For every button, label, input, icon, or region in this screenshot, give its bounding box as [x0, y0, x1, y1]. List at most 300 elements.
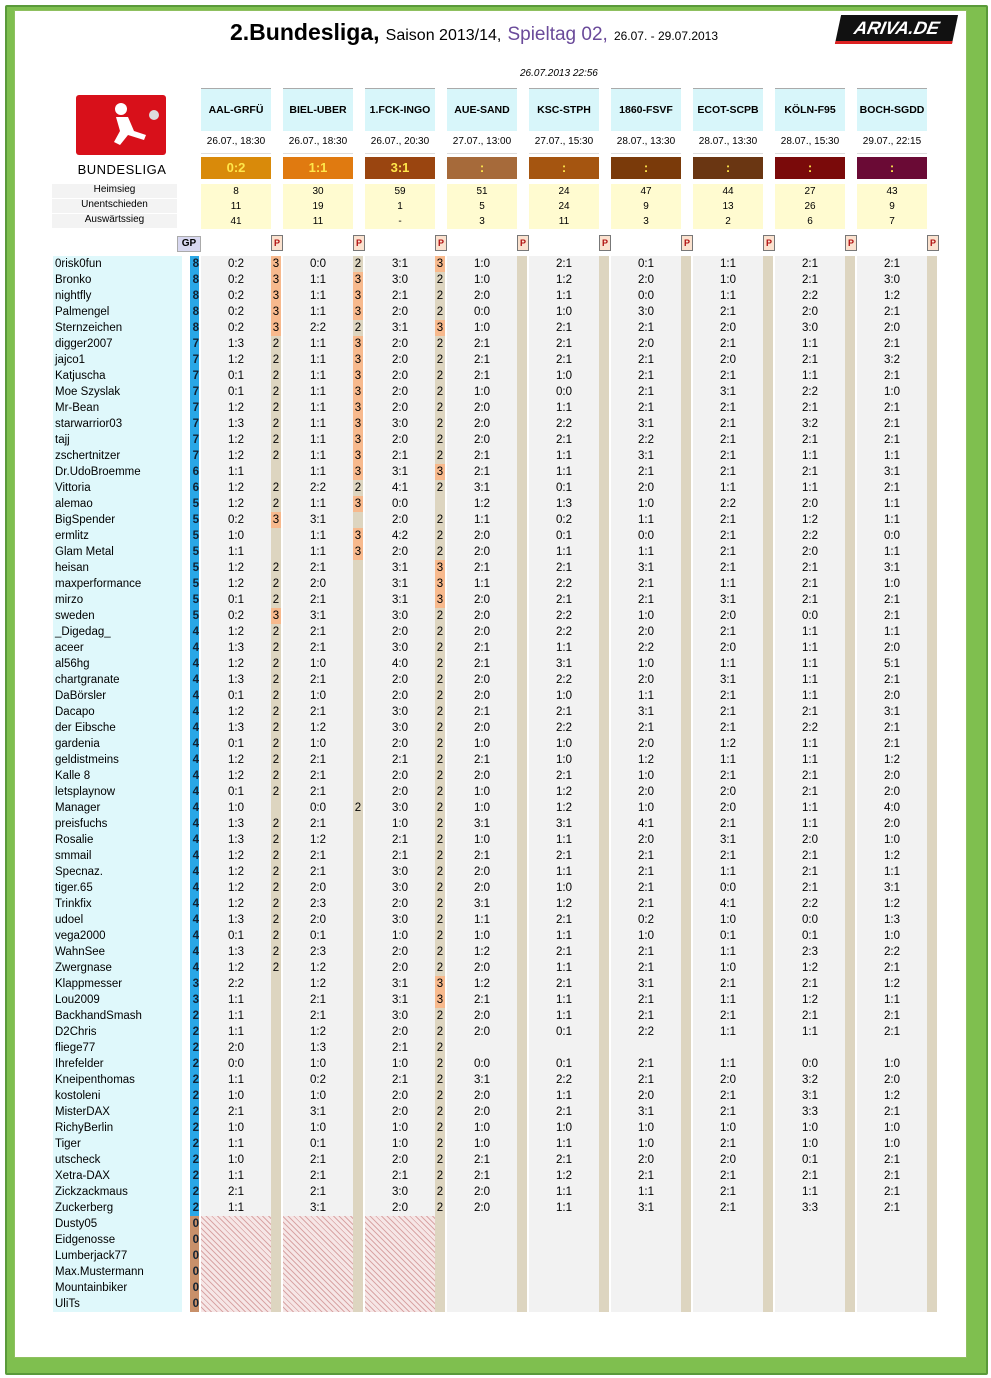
- tip-cell: 2:2: [802, 530, 818, 542]
- tip-cell: 0:2: [556, 514, 572, 526]
- points-cell: 2: [436, 866, 444, 878]
- points-cell: 2: [272, 402, 280, 414]
- tip-cell: 1:2: [228, 562, 244, 574]
- player-name[interactable]: Mr-Bean: [53, 400, 182, 416]
- table-row: [0, 480, 991, 496]
- player-name[interactable]: DaBörsler: [53, 688, 182, 704]
- tip-cell: 2:0: [638, 738, 654, 750]
- player-name[interactable]: alemao: [53, 496, 182, 512]
- player-name[interactable]: gardenia: [53, 736, 182, 752]
- player-name[interactable]: zschertnitzer: [53, 448, 182, 464]
- player-name[interactable]: mirzo: [53, 592, 182, 608]
- player-name[interactable]: nightfly: [53, 288, 182, 304]
- tip-cell: [857, 1264, 927, 1280]
- points-cell: 2: [436, 370, 444, 382]
- player-name[interactable]: Kalle 8: [53, 768, 182, 784]
- tip-cell: 2:1: [556, 978, 572, 990]
- tip-cell: [201, 1232, 271, 1248]
- stat-away: -: [365, 214, 435, 229]
- tip-cell: 2:1: [556, 594, 572, 606]
- player-gp: 0: [190, 1232, 199, 1248]
- player-gp: 4: [190, 736, 199, 752]
- table-row: [0, 688, 991, 704]
- player-name[interactable]: Glam Metal: [53, 544, 182, 560]
- player-name[interactable]: Zuckerberg: [53, 1200, 182, 1216]
- tip-cell: 2:1: [638, 322, 654, 334]
- match-result: :: [693, 157, 763, 179]
- table-row: [0, 1088, 991, 1104]
- match-name[interactable]: AAL-GRFÜ: [201, 88, 271, 131]
- points-cell: [353, 560, 363, 576]
- player-name[interactable]: Dr.UdoBroemme: [53, 464, 182, 480]
- table-row: [0, 624, 991, 640]
- player-name[interactable]: Lumberjack77: [53, 1248, 182, 1264]
- tip-cell: 2:1: [556, 946, 572, 958]
- tip-cell: 3:0: [802, 322, 818, 334]
- points-cell: [271, 1248, 281, 1264]
- player-name[interactable]: Tiger: [53, 1136, 182, 1152]
- tip-cell: 1:3: [228, 418, 244, 430]
- table-row: [0, 1264, 991, 1280]
- player-gp: 0: [190, 1216, 199, 1232]
- player-name[interactable]: Ihrefelder: [53, 1056, 182, 1072]
- match-name[interactable]: AUE-SAND: [447, 88, 517, 131]
- tip-cell: 1:1: [310, 306, 326, 318]
- tip-cell: 2:1: [802, 1010, 818, 1022]
- points-cell: [271, 1168, 281, 1184]
- player-name[interactable]: starwarrior03: [53, 416, 182, 432]
- stat-home: 8: [201, 184, 271, 199]
- tip-cell: 2:1: [228, 1186, 244, 1198]
- tip-cell: 1:2: [556, 1170, 572, 1182]
- points-header: P: [271, 235, 283, 251]
- stat-away: 2: [693, 214, 763, 229]
- player-gp: 2: [190, 1056, 199, 1072]
- tip-cell: 1:0: [228, 1154, 244, 1166]
- tip-cell: 1:2: [310, 978, 326, 990]
- tip-cell: 3:1: [720, 594, 736, 606]
- tip-cell: 1:0: [556, 690, 572, 702]
- player-name[interactable]: der Eibsche: [53, 720, 182, 736]
- tip-cell: 1:0: [638, 770, 654, 782]
- tip-cell: [611, 1232, 681, 1248]
- match-result: :: [447, 157, 517, 179]
- points-cell: [271, 1152, 281, 1168]
- player-gp: 6: [190, 464, 199, 480]
- points-cell: 2: [272, 738, 280, 750]
- tip-cell: 2:1: [556, 562, 572, 574]
- tip-cell: [283, 1232, 353, 1248]
- tip-cell: 2:0: [638, 626, 654, 638]
- player-gp: 5: [190, 528, 199, 544]
- points-cell: [353, 1072, 363, 1088]
- tip-cell: 1:2: [228, 658, 244, 670]
- tip-cell: 2:1: [310, 818, 326, 830]
- tip-cell: 3:1: [720, 674, 736, 686]
- points-cell: [353, 688, 363, 704]
- player-name[interactable]: BigSpender: [53, 512, 182, 528]
- tip-cell: 2:1: [310, 994, 326, 1006]
- season-label: Saison 2013/14,: [385, 27, 502, 44]
- points-cell: 3: [436, 594, 444, 606]
- tip-cell: [529, 1248, 599, 1264]
- tip-cell: 0:0: [720, 882, 736, 894]
- player-name[interactable]: Bronko: [53, 272, 182, 288]
- tip-cell: 0:0: [228, 1058, 244, 1070]
- player-name[interactable]: letsplaynow: [53, 784, 182, 800]
- match-name[interactable]: KSC-STPH: [529, 88, 599, 131]
- table-row: [0, 1296, 991, 1312]
- points-cell: [271, 1104, 281, 1120]
- tip-cell: 2:2: [802, 386, 818, 398]
- match-name[interactable]: 1.FCK-INGO: [365, 88, 435, 131]
- tip-cell: 2:1: [720, 450, 736, 462]
- points-cell: [353, 928, 363, 944]
- player-name[interactable]: heisan: [53, 560, 182, 576]
- tip-cell: 2:0: [392, 738, 408, 750]
- table-row: [0, 768, 991, 784]
- ariva-logo[interactable]: ARIVA.DE: [835, 15, 958, 44]
- points-cell: 2: [272, 882, 280, 894]
- player-name[interactable]: Kneipenthomas: [53, 1072, 182, 1088]
- tip-cell: 2:1: [310, 866, 326, 878]
- tip-cell: 2:0: [392, 1202, 408, 1214]
- tip-cell: 1:0: [310, 1122, 326, 1134]
- match-result: 3:1: [365, 157, 435, 179]
- tip-cell: [365, 1296, 435, 1312]
- player-name[interactable]: kostoleni: [53, 1088, 182, 1104]
- points-cell: 2: [436, 354, 444, 366]
- points-cell: 2: [272, 482, 280, 494]
- tip-cell: 1:1: [884, 994, 900, 1006]
- tip-cell: 0:1: [228, 738, 244, 750]
- player-name[interactable]: sweden: [53, 608, 182, 624]
- tip-cell: 2:1: [228, 1106, 244, 1118]
- tip-cell: 2:1: [802, 578, 818, 590]
- points-cell: 2: [436, 1042, 444, 1054]
- table-row: [0, 832, 991, 848]
- tip-cell: 2:1: [638, 386, 654, 398]
- player-name[interactable]: Zwergnase: [53, 960, 182, 976]
- tip-cell: 1:0: [392, 1058, 408, 1070]
- player-name[interactable]: Rosalie: [53, 832, 182, 848]
- tip-cell: 1:1: [310, 370, 326, 382]
- tip-cell: 2:0: [884, 690, 900, 702]
- tip-cell: 4:0: [392, 658, 408, 670]
- tip-cell: 1:0: [638, 1122, 654, 1134]
- player-name[interactable]: smmail: [53, 848, 182, 864]
- table-row: [0, 1216, 991, 1232]
- tip-cell: 2:0: [720, 1074, 736, 1086]
- tip-cell: 1:2: [228, 962, 244, 974]
- tip-cell: 3:1: [392, 578, 408, 590]
- points-cell: 3: [272, 514, 280, 526]
- tip-cell: 1:3: [884, 914, 900, 926]
- tip-cell: 2:1: [556, 914, 572, 926]
- tip-cell: 1:2: [884, 850, 900, 862]
- tip-cell: 1:1: [556, 1010, 572, 1022]
- player-name[interactable]: al56hg: [53, 656, 182, 672]
- tip-cell: 2:1: [802, 770, 818, 782]
- points-cell: 3: [354, 402, 362, 414]
- match-name[interactable]: KÖLN-F95: [775, 88, 845, 131]
- tip-cell: [611, 1248, 681, 1264]
- tip-cell: 1:0: [474, 834, 490, 846]
- tip-cell: 2:1: [720, 418, 736, 430]
- tip-cell: 2:1: [884, 1106, 900, 1118]
- tip-cell: 2:1: [720, 770, 736, 782]
- match-name[interactable]: BOCH-SGDD: [857, 88, 927, 131]
- player-name[interactable]: MisterDAX: [53, 1104, 182, 1120]
- tip-cell: 2:0: [474, 530, 490, 542]
- tip-cell: 2:1: [884, 434, 900, 446]
- tip-cell: 3:2: [802, 1074, 818, 1086]
- tip-cell: 0:1: [556, 530, 572, 542]
- player-name[interactable]: utscheck: [53, 1152, 182, 1168]
- stat-home: 59: [365, 184, 435, 199]
- tip-cell: [775, 1248, 845, 1264]
- tip-cell: 2:0: [720, 786, 736, 798]
- tip-cell: 1:1: [556, 1090, 572, 1102]
- points-cell: 3: [272, 258, 280, 270]
- player-name[interactable]: geldistmeins: [53, 752, 182, 768]
- points-cell: [271, 1264, 281, 1280]
- match-date: 28.07., 13:30: [693, 131, 763, 154]
- tip-cell: 2:0: [392, 306, 408, 318]
- player-name[interactable]: Dacapo: [53, 704, 182, 720]
- match-name[interactable]: 1860-FSVF: [611, 88, 681, 131]
- points-header: P: [927, 235, 939, 251]
- match-name[interactable]: BIEL-UBER: [283, 88, 353, 131]
- tip-cell: 1:1: [310, 466, 326, 478]
- tip-cell: 1:1: [556, 546, 572, 558]
- player-name[interactable]: tajj: [53, 432, 182, 448]
- player-gp: 4: [190, 912, 199, 928]
- tip-cell: 2:0: [474, 434, 490, 446]
- tip-cell: 2:1: [884, 674, 900, 686]
- points-cell: [271, 1232, 281, 1248]
- player-name[interactable]: Manager: [53, 800, 182, 816]
- player-name[interactable]: Sternzeichen: [53, 320, 182, 336]
- tip-cell: 2:1: [556, 258, 572, 270]
- tip-cell: 2:1: [884, 738, 900, 750]
- player-name[interactable]: Xetra-DAX: [53, 1168, 182, 1184]
- tip-cell: 2:0: [392, 674, 408, 686]
- player-name[interactable]: 0risk0fun: [53, 256, 182, 272]
- tip-cell: 2:2: [802, 290, 818, 302]
- table-row: [0, 1168, 991, 1184]
- tip-cell: 1:1: [720, 946, 736, 958]
- player-name[interactable]: Moe Szyslak: [53, 384, 182, 400]
- player-name[interactable]: Klappmesser: [53, 976, 182, 992]
- player-name[interactable]: Katjuscha: [53, 368, 182, 384]
- tip-cell: 1:2: [228, 498, 244, 510]
- player-name[interactable]: preisfuchs: [53, 816, 182, 832]
- points-cell: 2: [436, 930, 444, 942]
- tip-cell: 1:0: [228, 802, 244, 814]
- player-name[interactable]: chartgranate: [53, 672, 182, 688]
- player-name[interactable]: Lou2009: [53, 992, 182, 1008]
- tip-cell: 2:1: [638, 370, 654, 382]
- tip-cell: [775, 1040, 845, 1056]
- tip-cell: 2:1: [720, 338, 736, 350]
- tip-cell: 1:0: [884, 1138, 900, 1150]
- points-cell: 2: [272, 914, 280, 926]
- player-gp: 4: [190, 624, 199, 640]
- tip-cell: 2:3: [802, 946, 818, 958]
- player-name[interactable]: _Digedag_: [53, 624, 182, 640]
- player-name[interactable]: UliTs: [53, 1296, 182, 1312]
- points-cell: [353, 832, 363, 848]
- tip-cell: 3:3: [802, 1106, 818, 1118]
- tip-cell: [283, 1296, 353, 1312]
- points-cell: 2: [436, 1138, 444, 1150]
- table-row: [0, 400, 991, 416]
- tip-cell: 1:1: [556, 1186, 572, 1198]
- tip-cell: 0:1: [802, 930, 818, 942]
- player-name[interactable]: Eidgenosse: [53, 1232, 182, 1248]
- points-cell: [353, 880, 363, 896]
- points-cell: 3: [272, 322, 280, 334]
- player-name[interactable]: RichyBerlin: [53, 1120, 182, 1136]
- tip-cell: 0:2: [228, 290, 244, 302]
- tip-cell: 1:0: [474, 322, 490, 334]
- tip-cell: 2:0: [392, 1090, 408, 1102]
- player-name[interactable]: Vittoria: [53, 480, 182, 496]
- tip-cell: 1:0: [310, 690, 326, 702]
- player-name[interactable]: Trinkfix: [53, 896, 182, 912]
- tip-cell: 2:1: [638, 722, 654, 734]
- player-name[interactable]: tiger.65: [53, 880, 182, 896]
- tip-cell: 1:0: [556, 882, 572, 894]
- player-name[interactable]: Mountainbiker: [53, 1280, 182, 1296]
- player-gp: 4: [190, 816, 199, 832]
- tip-cell: 1:1: [720, 290, 736, 302]
- match-date: 28.07., 13:30: [611, 131, 681, 154]
- tip-cell: 1:1: [228, 994, 244, 1006]
- tip-cell: 0:0: [474, 1058, 490, 1070]
- tip-cell: 0:0: [310, 258, 326, 270]
- player-name[interactable]: Zickzackmaus: [53, 1184, 182, 1200]
- player-name[interactable]: D2Chris: [53, 1024, 182, 1040]
- table-row: [0, 512, 991, 528]
- tip-cell: [447, 1216, 517, 1232]
- player-name[interactable]: aceer: [53, 640, 182, 656]
- player-name[interactable]: maxperformance: [53, 576, 182, 592]
- player-name[interactable]: digger2007: [53, 336, 182, 352]
- player-name[interactable]: Dusty05: [53, 1216, 182, 1232]
- points-cell: 2: [272, 706, 280, 718]
- tip-cell: 2:1: [720, 818, 736, 830]
- table-row: [0, 1056, 991, 1072]
- tip-cell: 0:2: [228, 514, 244, 526]
- points-cell: [353, 944, 363, 960]
- tip-cell: 2:2: [228, 978, 244, 990]
- tip-cell: 0:1: [228, 594, 244, 606]
- tip-cell: [857, 1216, 927, 1232]
- table-row: [0, 1008, 991, 1024]
- match-date: 26.07., 20:30: [365, 131, 435, 154]
- date-range: 26.07. - 29.07.2013: [613, 29, 719, 43]
- points-cell: [353, 976, 363, 992]
- points-cell: 2: [436, 450, 444, 462]
- stat-away: 3: [447, 214, 517, 229]
- tip-cell: 3:1: [638, 978, 654, 990]
- player-name[interactable]: udoel: [53, 912, 182, 928]
- tip-cell: 1:3: [228, 914, 244, 926]
- tip-cell: [693, 1216, 763, 1232]
- table-row: [0, 704, 991, 720]
- player-name[interactable]: Palmengel: [53, 304, 182, 320]
- points-cell: 2: [272, 834, 280, 846]
- tip-cell: 3:1: [638, 562, 654, 574]
- tip-cell: 1:3: [556, 498, 572, 510]
- player-name[interactable]: jajco1: [53, 352, 182, 368]
- points-cell: 2: [436, 834, 444, 846]
- tip-cell: 2:1: [310, 786, 326, 798]
- points-cell: 2: [436, 338, 444, 350]
- tip-cell: 2:1: [474, 370, 490, 382]
- tip-cell: 2:1: [474, 450, 490, 462]
- points-cell: [271, 1296, 281, 1312]
- match-name[interactable]: ECOT-SCPB: [693, 88, 763, 131]
- tip-cell: 3:1: [638, 450, 654, 462]
- tip-cell: 2:2: [884, 946, 900, 958]
- player-name[interactable]: BackhandSmash: [53, 1008, 182, 1024]
- tip-cell: 1:0: [474, 1122, 490, 1134]
- tip-cell: 2:0: [392, 946, 408, 958]
- table-row: [0, 720, 991, 736]
- tip-cell: 0:1: [228, 386, 244, 398]
- player-name[interactable]: vega2000: [53, 928, 182, 944]
- player-name[interactable]: WahnSee: [53, 944, 182, 960]
- tip-cell: 3:1: [638, 1202, 654, 1214]
- points-cell: [353, 1216, 363, 1232]
- player-gp: 7: [190, 416, 199, 432]
- player-gp: 5: [190, 560, 199, 576]
- tip-cell: 1:2: [638, 754, 654, 766]
- tip-cell: 2:1: [474, 1170, 490, 1182]
- tip-cell: 1:1: [802, 738, 818, 750]
- points-header: P: [681, 235, 693, 251]
- stat-draw: 5: [447, 199, 517, 214]
- player-name[interactable]: fliege77: [53, 1040, 182, 1056]
- points-cell: 2: [272, 818, 280, 830]
- table-row: [0, 576, 991, 592]
- player-name[interactable]: Specnaz.: [53, 864, 182, 880]
- tip-cell: 1:1: [556, 866, 572, 878]
- tip-cell: [857, 1296, 927, 1312]
- table-row: [0, 1280, 991, 1296]
- tip-cell: 1:1: [228, 1010, 244, 1022]
- tip-cell: 1:1: [474, 514, 490, 526]
- tip-cell: 0:1: [802, 1154, 818, 1166]
- points-cell: [353, 816, 363, 832]
- player-name[interactable]: ermlitz: [53, 528, 182, 544]
- tip-cell: 1:1: [474, 914, 490, 926]
- stat-home: 24: [529, 184, 599, 199]
- tip-cell: 1:2: [884, 978, 900, 990]
- points-cell: 2: [436, 802, 444, 814]
- tip-cell: 1:1: [802, 626, 818, 638]
- tip-cell: 2:1: [884, 1202, 900, 1214]
- tip-cell: 2:0: [638, 274, 654, 286]
- points-cell: 2: [272, 722, 280, 734]
- tip-cell: 2:0: [392, 514, 408, 526]
- player-name[interactable]: Max.Mustermann: [53, 1264, 182, 1280]
- tip-cell: 1:1: [802, 658, 818, 670]
- tip-cell: 1:3: [228, 834, 244, 846]
